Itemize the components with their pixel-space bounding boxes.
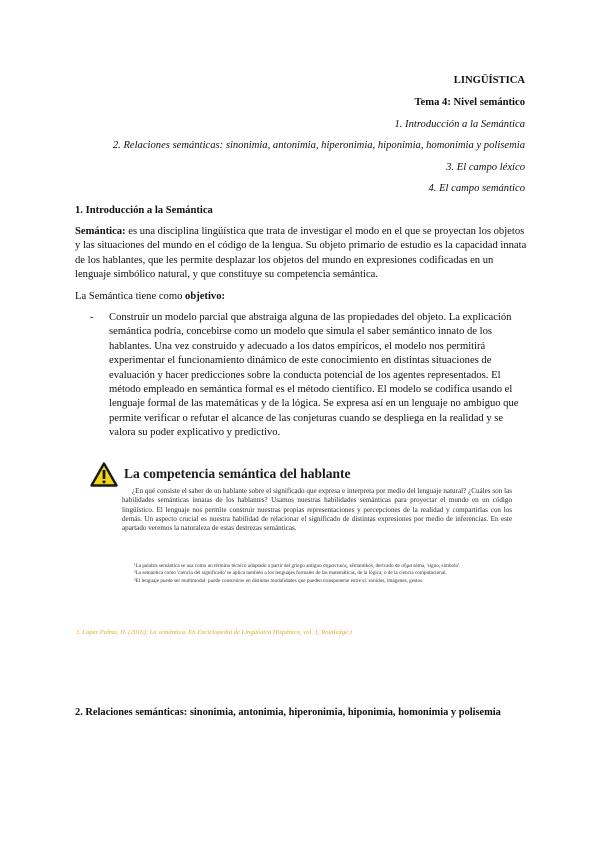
- subject-title: LINGÜÍSTICA: [453, 75, 525, 86]
- definition-text: es una disciplina lingüística que trata de investigar el modo en el que se proyectan los objetos y las situaciones del mundo en el código de la lengua. Su objeto primario de estudio es la capacidad innata de los hablantes, que les permite desplazar los objetos del mundo en expresiones codificadas en un lenguaje simbólico natural, y que constituye su competencia semántica.: [75, 226, 527, 281]
- figure-notes: [124, 563, 512, 585]
- bullet-marker: -: [90, 312, 94, 323]
- outline-item-2: 2. Relaciones semánticas: sinonimia, antonimia, hiperonimia, hiponimia, homonimia y polisemia: [112, 140, 525, 151]
- objective-term: objetivo:: [185, 291, 226, 302]
- outline-item-1: 1. Introducción a la Semántica: [394, 119, 525, 130]
- competence-figure: [76, 458, 514, 638]
- objective-intro: [75, 290, 527, 304]
- definition-term: Semántica:: [75, 226, 126, 237]
- outline-item-4: 4. El campo semántico: [428, 183, 525, 194]
- figure-body: ¿En qué consiste el saber de un hablante sobre el significado que expresa e interpreta por medio del lenguaje natural? ¿Cuáles son las habilidades semánticas innatas de los hablantes? Usamos nuestras habilidades semánticas para proyectar el mundo en un código lingüístico. El lenguaje nos permite construir nuestras propias representaciones y percepciones de la realidad y compartirlas con los demás. Un aspecto crucial es nuestra habilidad de relacionar el significado de distintas expresiones por medio de inferencias. En este apartado veremos la naturaleza de estas destrezas semánticas.: [122, 487, 512, 533]
- topic-title: Tema 4: Nivel semántico: [414, 97, 525, 108]
- figure-citation: J. López Palma, H. (2016): La semántica. En Enciclopedia de Lingüística Hispánica, vol. 1, Routledge.): [76, 629, 352, 636]
- figure-note-2: ²La semántica como 'ciencia del significado' se aplica también a los lenguajes formales de las matemáticas, de la lógica, o de la ciencia computacional.: [134, 570, 447, 577]
- figure-title-row: [84, 460, 514, 490]
- figure-note-1: ¹La palabra semántica se usa como un término técnico adaptado a partir del griego antiguo σημαντικός, sēmantikós, derivado de σῆμα sēma, 'signo, símbolo'.: [134, 563, 461, 569]
- warning-triangle-icon: [90, 462, 118, 487]
- semantics-definition: [75, 225, 527, 283]
- section-2-heading: 2. Relaciones semánticas: sinonimia, antonimia, hiperonimia, hiponimia, homonimia y polisemia: [75, 707, 501, 718]
- outline-item-3: 3. El campo léxico: [446, 162, 525, 173]
- section-1-heading: 1. Introducción a la Semántica: [75, 205, 213, 216]
- objective-bullet-text: Construir un modelo parcial que abstraiga alguna de las propiedades del objeto. La explicación semántica podría, concebirse como un modelo que simula el saber semántico innato de los hablantes. Una vez construido y adecuado a los datos empíricos, el modelo nos permitirá experimentar el funcionamiento dinámico de este conocimiento en distintas situaciones de evaluación y hacer predicciones sobre la conducta potencial de los agentes representados. El método empleado en semántica formal es el método científico. El modelo se codifica usando el lenguaje formal de las matemáticas y de la lógica. Se expresa así en un lenguaje no ambiguo que permite verificar o refutar el alcance de las conjeturas cuando se despliega en la realidad y se valora su poder explicativo y predictivo.: [109, 312, 519, 439]
- objective-intro-text: La Semántica tiene como: [75, 291, 186, 302]
- figure-title: La competencia semántica del hablante: [124, 466, 351, 481]
- figure-note-3: ³El lenguaje puede ser multimodal: puede construirse en distintas modalidades que pueden transponerse entre sí: sonidos, imágenes, gestos.: [134, 577, 424, 584]
